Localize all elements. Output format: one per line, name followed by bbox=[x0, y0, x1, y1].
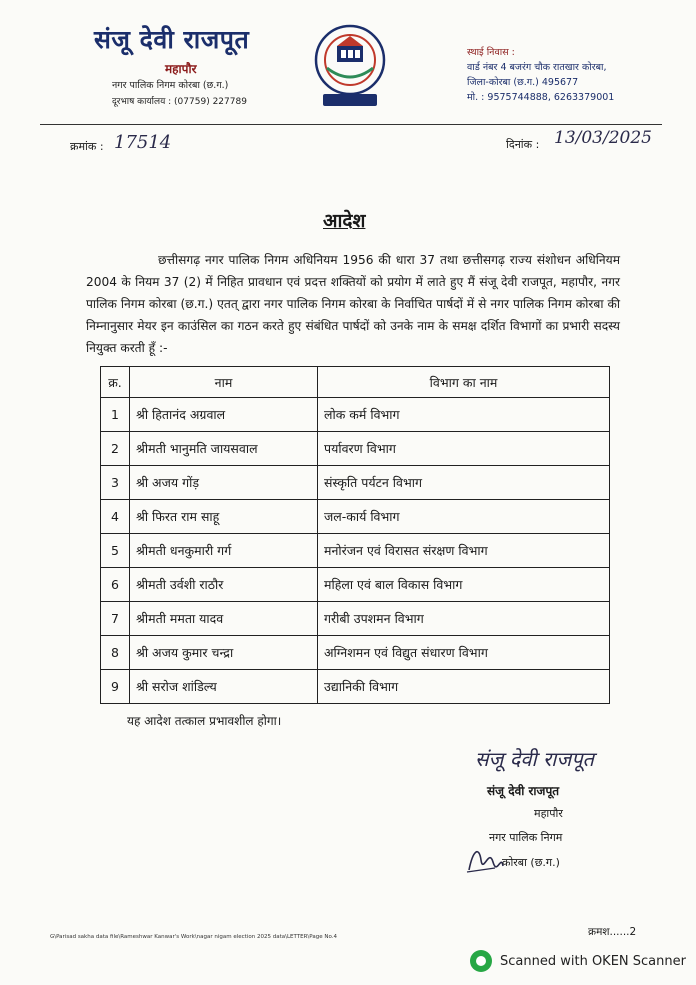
row-serial: 6 bbox=[101, 568, 130, 602]
row-department: अग्निशमन एवं विद्युत संधारण विभाग bbox=[318, 636, 610, 670]
table-row bbox=[101, 398, 610, 432]
kramank-value: 17514 bbox=[114, 132, 172, 153]
header-name: नाम bbox=[130, 367, 318, 398]
table-row bbox=[101, 432, 610, 466]
handwritten-signature: संजू देवी राजपूत bbox=[475, 747, 594, 771]
row-department: मनोरंजन एवं विरासत संरक्षण विभाग bbox=[318, 534, 610, 568]
council-members-table bbox=[100, 366, 610, 704]
table-row bbox=[101, 602, 610, 636]
row-serial: 9 bbox=[101, 670, 130, 704]
address-line-2: जिला-कोरबा (छ.ग.) 495677 bbox=[467, 77, 579, 88]
scanner-logo-icon bbox=[470, 950, 492, 972]
header-divider bbox=[40, 124, 662, 125]
continued-note: क्रमश......2 bbox=[588, 926, 637, 938]
row-serial: 5 bbox=[101, 534, 130, 568]
row-serial: 4 bbox=[101, 500, 130, 534]
row-department: महिला एवं बाल विकास विभाग bbox=[318, 568, 610, 602]
header-department: विभाग का नाम bbox=[318, 367, 610, 398]
row-member-name: श्री अजय कुमार चन्द्रा bbox=[130, 636, 318, 670]
scanner-label: Scanned with OKEN Scanner bbox=[500, 953, 686, 969]
row-member-name: श्रीमती भानुमति जायसवाल bbox=[130, 432, 318, 466]
row-member-name: श्रीमती ममता यादव bbox=[130, 602, 318, 636]
signatory-designation: महापौर bbox=[534, 807, 563, 820]
initials-signature-icon bbox=[465, 840, 505, 876]
scanner-watermark bbox=[470, 950, 686, 972]
row-member-name: श्री सरोज शांडिल्य bbox=[130, 670, 318, 704]
office-phone: दूरभाष कार्यालय : (07759) 227789 bbox=[112, 97, 247, 107]
table-row bbox=[101, 636, 610, 670]
table-row bbox=[101, 670, 610, 704]
row-department: लोक कर्म विभाग bbox=[318, 398, 610, 432]
row-member-name: श्री अजय गोंड़ bbox=[130, 466, 318, 500]
order-heading: आदेश bbox=[323, 210, 366, 232]
row-department: उद्यानिकी विभाग bbox=[318, 670, 610, 704]
table-header-row bbox=[101, 367, 610, 398]
municipal-seal-icon bbox=[313, 22, 387, 112]
row-department: जल-कार्य विभाग bbox=[318, 500, 610, 534]
mayor-name-heading: संजू देवी राजपूत bbox=[94, 25, 250, 54]
table-row bbox=[101, 534, 610, 568]
row-member-name: श्री फिरत राम साहू bbox=[130, 500, 318, 534]
table-row bbox=[101, 500, 610, 534]
signatory-org-line-2: कोरबा (छ.ग.) bbox=[502, 856, 560, 869]
organization-name: नगर पालिक निगम कोरबा (छ.ग.) bbox=[112, 80, 229, 91]
row-member-name: श्रीमती धनकुमारी गर्ग bbox=[130, 534, 318, 568]
table-row bbox=[101, 568, 610, 602]
row-department: पर्यावरण विभाग bbox=[318, 432, 610, 466]
row-serial: 1 bbox=[101, 398, 130, 432]
signatory-name: संजू देवी राजपूत bbox=[487, 784, 560, 798]
table-row bbox=[101, 466, 610, 500]
dinank-label: दिनांक : bbox=[506, 138, 540, 151]
row-member-name: श्री हितानंद अग्रवाल bbox=[130, 398, 318, 432]
order-body-text: छत्तीसगढ़ नगर पालिक निगम अधिनियम 1956 की धारा 37 तथा छत्तीसगढ़ राज्य संशोधन अधिनियम 2004 के नियम 37 (2) में निहित प्रावधान एवं प्रदत्त शक्तियों को प्रयोग में लाते हुए मैं संजू देवी राजपूत, महापौर, नगर पालिक निगम कोरबा (छ.ग.) एतत् द्वारा नगर पालिक निगम कोरबा के निर्वाचित पार्षदों में से नगर पालिक निगम कोरबा की निम्नानुसार मेयर इन काउंसिल का गठन करते हुए संबंधित पार्षदों को उनके नाम के समक्ष दर्शित विभागों का प्रभारी सदस्य नियुक्त करती हूँ :- bbox=[86, 253, 620, 355]
row-serial: 7 bbox=[101, 602, 130, 636]
row-department: गरीबी उपशमन विभाग bbox=[318, 602, 610, 636]
row-department: संस्कृति पर्यटन विभाग bbox=[318, 466, 610, 500]
dinank-value: 13/03/2025 bbox=[554, 128, 652, 148]
signatory-org-line-1: नगर पालिक निगम bbox=[489, 831, 563, 844]
address-line-1: वार्ड नंबर 4 बजरंग चौक रातखार कोरबा, bbox=[467, 62, 607, 73]
row-member-name: श्रीमती उर्वशी राठौर bbox=[130, 568, 318, 602]
mayor-designation: महापौर bbox=[165, 62, 197, 76]
row-serial: 2 bbox=[101, 432, 130, 466]
effective-immediately-note: यह आदेश तत्काल प्रभावशील होगा। bbox=[127, 714, 282, 728]
header-serial: क्र. bbox=[101, 367, 130, 398]
address-label: स्थाई निवास : bbox=[467, 47, 515, 58]
row-serial: 3 bbox=[101, 466, 130, 500]
address-line-3: मो. : 9575744888, 6263379001 bbox=[467, 92, 615, 103]
kramank-label: क्रमांक : bbox=[70, 140, 104, 153]
footer-file-path: G\Parisad sakha data file\Rameshwar Kanwar's Work\nagar nigam election 2025 data\LETTER\Page No.4 bbox=[50, 934, 337, 940]
row-serial: 8 bbox=[101, 636, 130, 670]
